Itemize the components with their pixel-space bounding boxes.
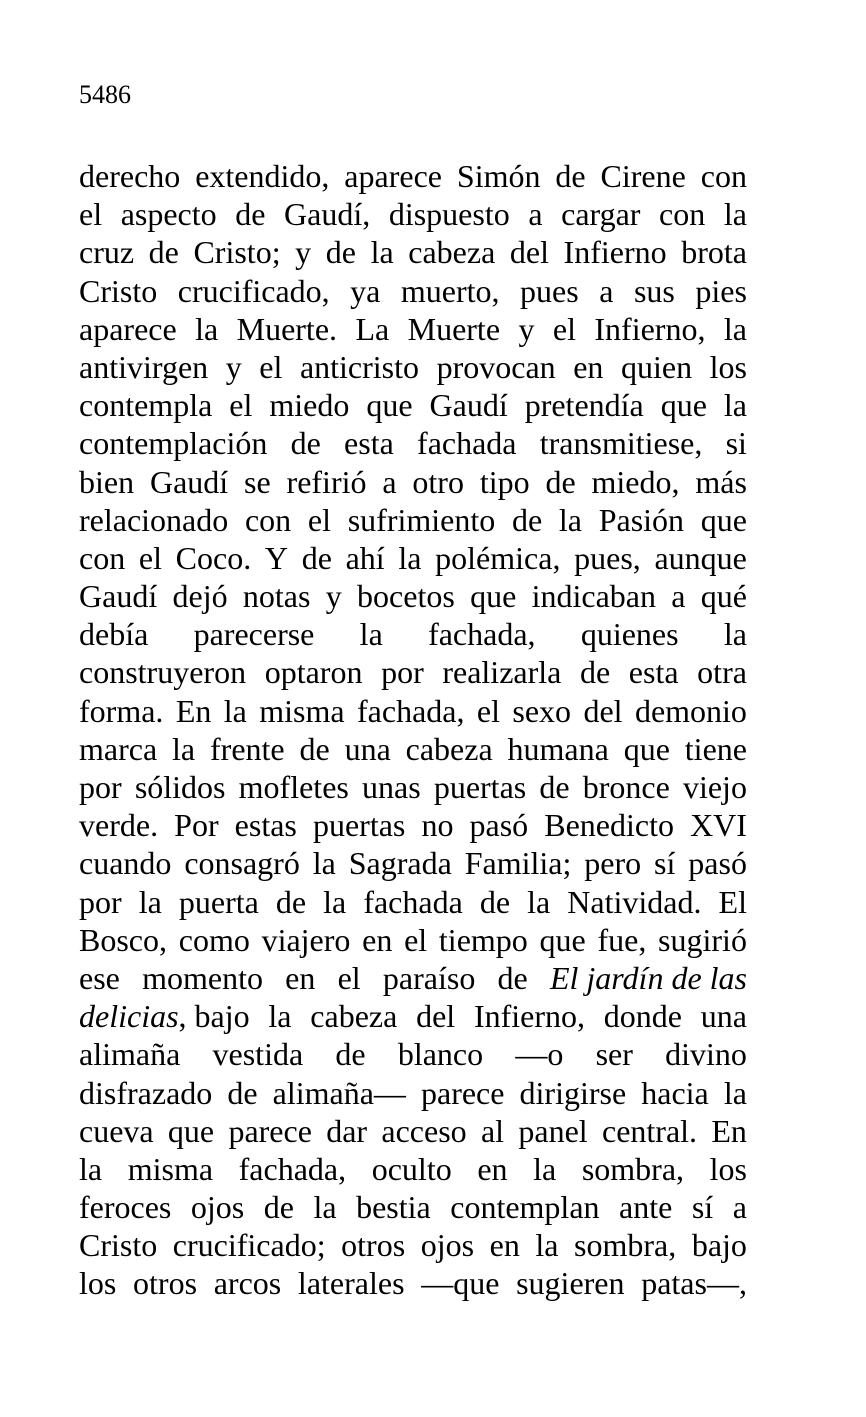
word: ante — [619, 1189, 673, 1226]
word: paraíso — [382, 959, 476, 996]
word: donde — [603, 998, 682, 1035]
word: polémica, — [435, 539, 561, 576]
word: el — [307, 501, 331, 538]
word: muerto, — [400, 272, 500, 309]
word: acceso — [381, 1112, 467, 1149]
word: ojos — [420, 1227, 475, 1264]
text-line — [79, 1150, 747, 1188]
text-line — [79, 883, 747, 921]
word: y — [325, 578, 342, 615]
word: pasó — [688, 845, 747, 882]
word: Simón — [456, 158, 541, 194]
word: bajo — [691, 1227, 747, 1264]
word: de — [555, 158, 586, 194]
word: viajero — [261, 921, 351, 958]
text-line — [79, 577, 747, 615]
word: Pasión — [598, 501, 685, 538]
word: fachada, — [238, 1150, 347, 1187]
word: los — [79, 1265, 117, 1302]
word: miedo — [269, 387, 350, 424]
word: que — [167, 1112, 215, 1149]
word: de — [579, 654, 611, 691]
word: de — [290, 425, 321, 462]
word: dirigirse — [519, 1074, 627, 1111]
word: misma — [259, 692, 345, 729]
word: optaron — [264, 654, 363, 691]
word: fachada, — [357, 692, 465, 729]
word: la — [723, 616, 747, 653]
word: Cristo — [79, 1227, 158, 1264]
word: vestida — [212, 1036, 304, 1073]
word: construyeron — [79, 654, 247, 691]
word: cabeza — [405, 730, 493, 767]
text-line — [79, 1074, 747, 1112]
word: pues — [520, 272, 579, 309]
word: brota — [681, 234, 747, 271]
text-line — [79, 615, 747, 653]
word: contemplación — [79, 425, 268, 462]
word: forma. — [79, 692, 164, 729]
word: la — [268, 998, 292, 1035]
text-line — [79, 730, 747, 768]
word: Y — [264, 539, 289, 576]
word: el — [552, 310, 576, 347]
word: Gaudí — [429, 387, 508, 424]
word: cruz — [79, 234, 135, 271]
word: feroces — [79, 1189, 172, 1226]
text-line — [79, 844, 747, 882]
word: si — [725, 425, 747, 462]
word: ojos — [190, 1189, 245, 1226]
text-line — [79, 424, 747, 462]
word: la — [558, 501, 582, 538]
text-line — [79, 806, 747, 844]
word: más — [695, 463, 747, 500]
word: y — [295, 234, 312, 271]
word: alimaña — [79, 1036, 181, 1073]
word: otros — [341, 1227, 406, 1264]
word: en — [573, 348, 604, 385]
word: unas — [362, 769, 421, 805]
word: otra — [697, 654, 747, 691]
word: alimaña— — [272, 1074, 406, 1111]
word: fachada, — [428, 616, 536, 653]
word: de — [227, 1074, 258, 1111]
word: dejó — [172, 578, 228, 615]
word: de — [497, 959, 528, 996]
body-text — [79, 157, 747, 1303]
word: de — [148, 234, 179, 271]
word: bestia — [356, 1189, 431, 1226]
word: crucificado; — [172, 1227, 326, 1264]
word: viejo — [682, 769, 747, 805]
word: sufrimiento — [347, 501, 496, 538]
word: el — [337, 959, 361, 996]
word: y — [518, 310, 535, 347]
word: Bosco, — [79, 921, 167, 958]
text-line — [79, 653, 747, 691]
word: Infierno, — [473, 998, 586, 1035]
word: la — [533, 1150, 557, 1187]
word: Infierno, — [594, 310, 706, 347]
word: pues, — [574, 539, 641, 576]
word: Natividad. — [567, 883, 702, 920]
text-line — [79, 1264, 747, 1302]
text-line — [79, 1226, 747, 1264]
word: de — [539, 769, 570, 805]
word: aspecto — [120, 196, 217, 233]
word: verde. — [79, 807, 159, 844]
word: al — [480, 1112, 505, 1149]
text-line — [79, 233, 747, 271]
word: ya — [350, 272, 381, 309]
word: Familia; — [464, 845, 572, 882]
word: debía — [79, 616, 149, 653]
word: el — [259, 348, 283, 385]
word: el — [79, 196, 103, 233]
word: XVI — [690, 807, 747, 844]
word: notas — [242, 578, 311, 615]
word: de — [263, 1189, 294, 1226]
word: de — [235, 196, 266, 233]
word: La — [355, 310, 390, 347]
text-line — [79, 768, 747, 806]
word: de — [479, 883, 511, 920]
word: de — [299, 730, 330, 767]
text-line — [79, 921, 747, 959]
word: en — [285, 959, 316, 996]
text-line — [79, 272, 747, 310]
word: contempla — [79, 387, 213, 424]
word: con — [659, 196, 706, 233]
word: cabeza — [408, 234, 496, 271]
word: provocan — [436, 348, 556, 385]
word: cargar — [561, 196, 641, 233]
word: puertas — [433, 769, 527, 805]
word: patas—, — [641, 1265, 747, 1302]
word: sus — [633, 272, 675, 309]
word: Por — [174, 807, 219, 844]
word: la — [535, 1227, 559, 1264]
word: sugieren — [516, 1265, 625, 1302]
word: esta — [344, 425, 394, 462]
word: anticristo — [299, 348, 420, 385]
text-line — [79, 1035, 747, 1073]
word: una — [700, 998, 747, 1035]
word: el — [476, 692, 500, 729]
word: relacionado — [79, 501, 229, 538]
word: disfrazado — [79, 1074, 213, 1111]
word: crucificado, — [177, 272, 330, 309]
word: En — [711, 1112, 747, 1149]
text-line — [79, 501, 747, 539]
word: Infierno — [563, 234, 667, 271]
word: la — [370, 234, 394, 271]
word: —o — [515, 1036, 564, 1073]
word: el — [138, 539, 162, 576]
word: de — [325, 234, 356, 271]
word: la — [312, 845, 336, 882]
word: qué — [700, 578, 747, 615]
word: puertas — [312, 807, 406, 844]
word: otros — [133, 1265, 198, 1302]
word: central. — [601, 1112, 698, 1149]
text-line — [79, 310, 747, 348]
word: —que — [421, 1265, 500, 1302]
word: los — [709, 348, 747, 385]
word: arcos — [213, 1265, 282, 1302]
word: indicaban — [531, 578, 656, 615]
word: sí — [691, 1189, 714, 1226]
word: miedo, — [591, 463, 680, 500]
word: cueva — [79, 1112, 154, 1149]
word: fachada — [417, 425, 517, 462]
word: que — [366, 387, 413, 424]
text-line — [79, 348, 747, 386]
word: consagró — [184, 845, 300, 882]
word: marca — [79, 730, 158, 767]
word: por — [79, 883, 122, 920]
word: pretendía — [524, 387, 644, 424]
word: la — [138, 883, 162, 920]
word: con — [244, 501, 292, 538]
word: la — [223, 692, 247, 729]
word: la — [313, 1189, 337, 1226]
word: bocetos — [357, 578, 455, 615]
text-line — [79, 463, 747, 501]
word: Cirene — [600, 158, 686, 194]
word: en — [477, 1150, 508, 1187]
word: Cristo; — [193, 234, 281, 271]
word: la — [723, 196, 747, 233]
word: fue, — [597, 921, 647, 958]
word: se — [244, 463, 271, 500]
word: fachada — [363, 883, 463, 920]
text-line — [79, 386, 747, 424]
word: momento — [142, 959, 263, 996]
word: aunque — [654, 539, 747, 576]
word: Coco. — [175, 539, 252, 576]
word: la — [323, 883, 347, 920]
word: delicias, bajo — [79, 998, 250, 1035]
word: que — [539, 921, 586, 958]
word: sombra, — [574, 1227, 677, 1264]
word: Gaudí — [149, 463, 229, 500]
word: de — [545, 463, 576, 500]
word: de — [301, 539, 332, 576]
word: Gaudí, — [284, 196, 371, 233]
word: y — [225, 348, 242, 385]
word: bien — [79, 463, 135, 500]
word: a — [671, 578, 686, 615]
word: otro — [412, 463, 464, 500]
word: del — [509, 234, 549, 271]
word: que — [660, 387, 707, 424]
word: a — [382, 463, 397, 500]
word: cabeza — [310, 998, 398, 1035]
word: ser — [595, 1036, 633, 1073]
word: por — [79, 769, 122, 805]
word: Muerte — [407, 310, 501, 347]
word: hacia — [641, 1074, 709, 1111]
word: oculto — [371, 1150, 452, 1187]
word: Sagrada — [348, 845, 452, 882]
word: sexo — [512, 692, 572, 729]
word: la — [195, 310, 219, 347]
word: En — [175, 692, 212, 729]
word: Gaudí — [79, 578, 158, 615]
word: transmitiese, — [539, 425, 703, 462]
word: El jardín de las — [549, 959, 747, 996]
word: frente — [210, 730, 285, 767]
word: tiene — [684, 730, 747, 767]
word: bronce — [582, 769, 670, 805]
word: contemplan — [450, 1189, 600, 1226]
word: pies — [695, 272, 747, 309]
word: divino — [665, 1036, 747, 1073]
word: parecerse — [193, 616, 315, 653]
word: parece — [228, 1112, 312, 1149]
word: sugirió — [658, 921, 747, 958]
word: no — [421, 807, 454, 844]
text-line — [79, 1188, 747, 1226]
word: puerta — [178, 883, 259, 920]
word: en — [489, 1227, 520, 1264]
text-line — [79, 195, 747, 233]
text-line — [79, 539, 747, 577]
word: sí — [654, 845, 676, 882]
word: extendido, — [195, 158, 330, 194]
word: sombra, — [581, 1150, 685, 1187]
page-number: 5486 — [79, 80, 131, 109]
word: como — [178, 921, 250, 958]
word: esta — [628, 654, 679, 691]
word: la — [723, 310, 747, 347]
word: de — [275, 883, 307, 920]
word: la — [723, 1074, 747, 1111]
word: pasó — [469, 807, 529, 844]
word: de — [335, 1036, 366, 1073]
word: la — [359, 616, 383, 653]
word: El — [718, 883, 747, 920]
word: dispuesto — [388, 196, 510, 233]
word: tipo — [479, 463, 530, 500]
word: dar — [326, 1112, 368, 1149]
word: la — [79, 1150, 103, 1187]
word: que — [623, 730, 670, 767]
word: del — [583, 692, 623, 729]
word: Muerte. — [236, 310, 338, 347]
word: Benedicto — [544, 807, 674, 844]
word: panel — [518, 1112, 588, 1149]
word: que — [700, 501, 747, 538]
word: la — [172, 730, 196, 767]
word: aparece — [344, 158, 442, 194]
word: realizarla — [442, 654, 562, 691]
word: la — [398, 539, 422, 576]
word: a — [599, 272, 614, 309]
word: el — [229, 387, 253, 424]
text-line — [79, 692, 747, 730]
word: demonio — [634, 692, 747, 729]
word: misma — [127, 1150, 214, 1187]
word: el — [404, 921, 428, 958]
word: por — [381, 654, 424, 691]
word: laterales — [297, 1265, 405, 1302]
text-line — [79, 157, 747, 195]
word: a — [732, 1189, 747, 1226]
word: parece — [420, 1074, 505, 1111]
word: con — [700, 158, 747, 194]
word: sólidos — [134, 769, 226, 805]
word: mofletes — [238, 769, 349, 805]
text-line — [79, 997, 747, 1035]
word: que — [470, 578, 517, 615]
word: estas — [234, 807, 297, 844]
word: la — [527, 883, 551, 920]
word: en — [362, 921, 393, 958]
word: derecho — [79, 158, 181, 194]
word: los — [709, 1150, 747, 1187]
word: quien — [620, 348, 693, 385]
word: tiempo — [438, 921, 528, 958]
word: antivirgen — [79, 348, 209, 385]
word: refirió — [286, 463, 367, 500]
word: quienes — [580, 616, 679, 653]
word: cuando — [79, 845, 172, 882]
word: humana — [507, 730, 609, 767]
word: pero — [584, 845, 642, 882]
word: la — [723, 387, 747, 424]
word: del — [416, 998, 456, 1035]
word: a — [528, 196, 543, 233]
word: ahí — [345, 539, 385, 576]
word: aparece — [79, 310, 177, 347]
word: de — [511, 501, 543, 538]
text-line — [79, 959, 747, 997]
word: con — [79, 539, 126, 576]
word: ese — [79, 959, 120, 996]
word: blanco — [397, 1036, 484, 1073]
text-line — [79, 1112, 747, 1150]
word: una — [344, 730, 391, 767]
word: Cristo — [79, 272, 158, 309]
